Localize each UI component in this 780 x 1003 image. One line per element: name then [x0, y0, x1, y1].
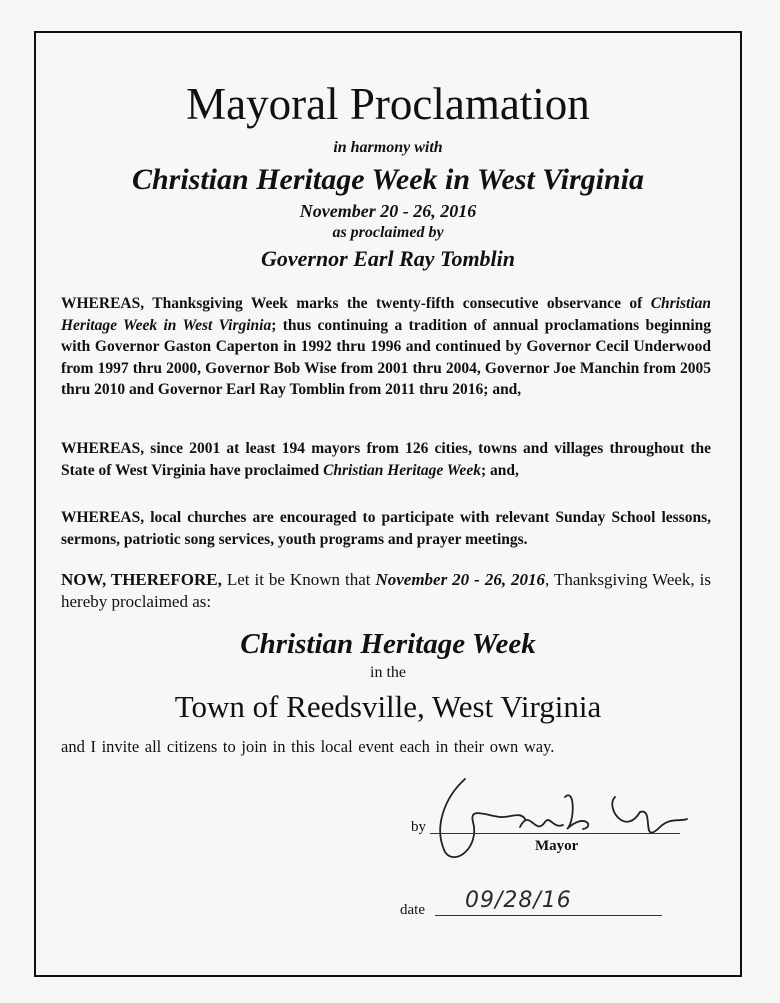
town-name: Town of Reedsville, West Virginia — [174, 689, 602, 724]
p2-italic: Christian Heritage Week — [323, 461, 481, 479]
event-heading: Christian Heritage Week in West Virginia — [131, 163, 645, 196]
event-dates: November 20 - 26, 2016 — [299, 201, 477, 221]
whereas-paragraph-2 — [61, 438, 711, 481]
in-the-line: in the — [370, 664, 406, 681]
p1-text-b: ; thus continuing a tradition of annual proclamations beginning with Governor Gaston Caperton in 1992 thru 1996 and continued by Governor Cecil Underwood from 1997 thru 2000, Governor Bob Wise from 2001 thru 2004, Governor Joe Manchin from 2005 thru 2010 and Governor Earl Ray Tomblin from 2011 thru 2016; and, — [61, 316, 712, 398]
p1-text-a: WHEREAS, Thanksgiving Week marks the twenty-fifth consecutive observance of — [61, 295, 651, 312]
p2-text-a: WHEREAS, since 2001 at least 194 mayors from 126 cities, towns and villages throughout the State of West Virginia have proclaimed — [61, 440, 711, 479]
proclamation-title: Mayoral Proclamation — [186, 79, 590, 129]
p4-lead: NOW, THEREFORE, — [61, 570, 222, 589]
by-label: by — [411, 819, 426, 835]
whereas-paragraph-3: WHEREAS, local churches are encouraged to participate with relevant Sunday School lessons, sermons, patriotic song services, youth programs and prayer meetings. — [61, 509, 711, 548]
p1-italic: Christian Heritage Week in West Virginia — [61, 295, 711, 334]
invitation-line: and I invite all citizens to join in this local event each in their own way. — [61, 737, 555, 756]
date-label: date — [400, 902, 425, 918]
p4-date: November 20 - 26, 2016 — [375, 570, 546, 589]
date-line — [435, 915, 662, 916]
governor-name: Governor Earl Ray Tomblin — [260, 246, 516, 271]
p4-text-a: Let it be Known that — [221, 570, 376, 589]
mayor-title: Mayor — [535, 838, 579, 854]
whereas-paragraph-1 — [61, 293, 711, 401]
in-harmony-line: in harmony with — [333, 139, 443, 156]
signature-line — [430, 833, 680, 834]
handwritten-date: 09/28/16 — [465, 888, 572, 913]
p4-text-b: , Thanksgiving Week, is hereby proclaimed as: — [61, 570, 711, 611]
proclaimed-event: Christian Heritage Week — [240, 628, 536, 660]
now-therefore-paragraph — [61, 569, 711, 613]
proclaimed-by-line: as proclaimed by — [332, 224, 444, 241]
p2-text-b: ; and, — [480, 461, 519, 479]
